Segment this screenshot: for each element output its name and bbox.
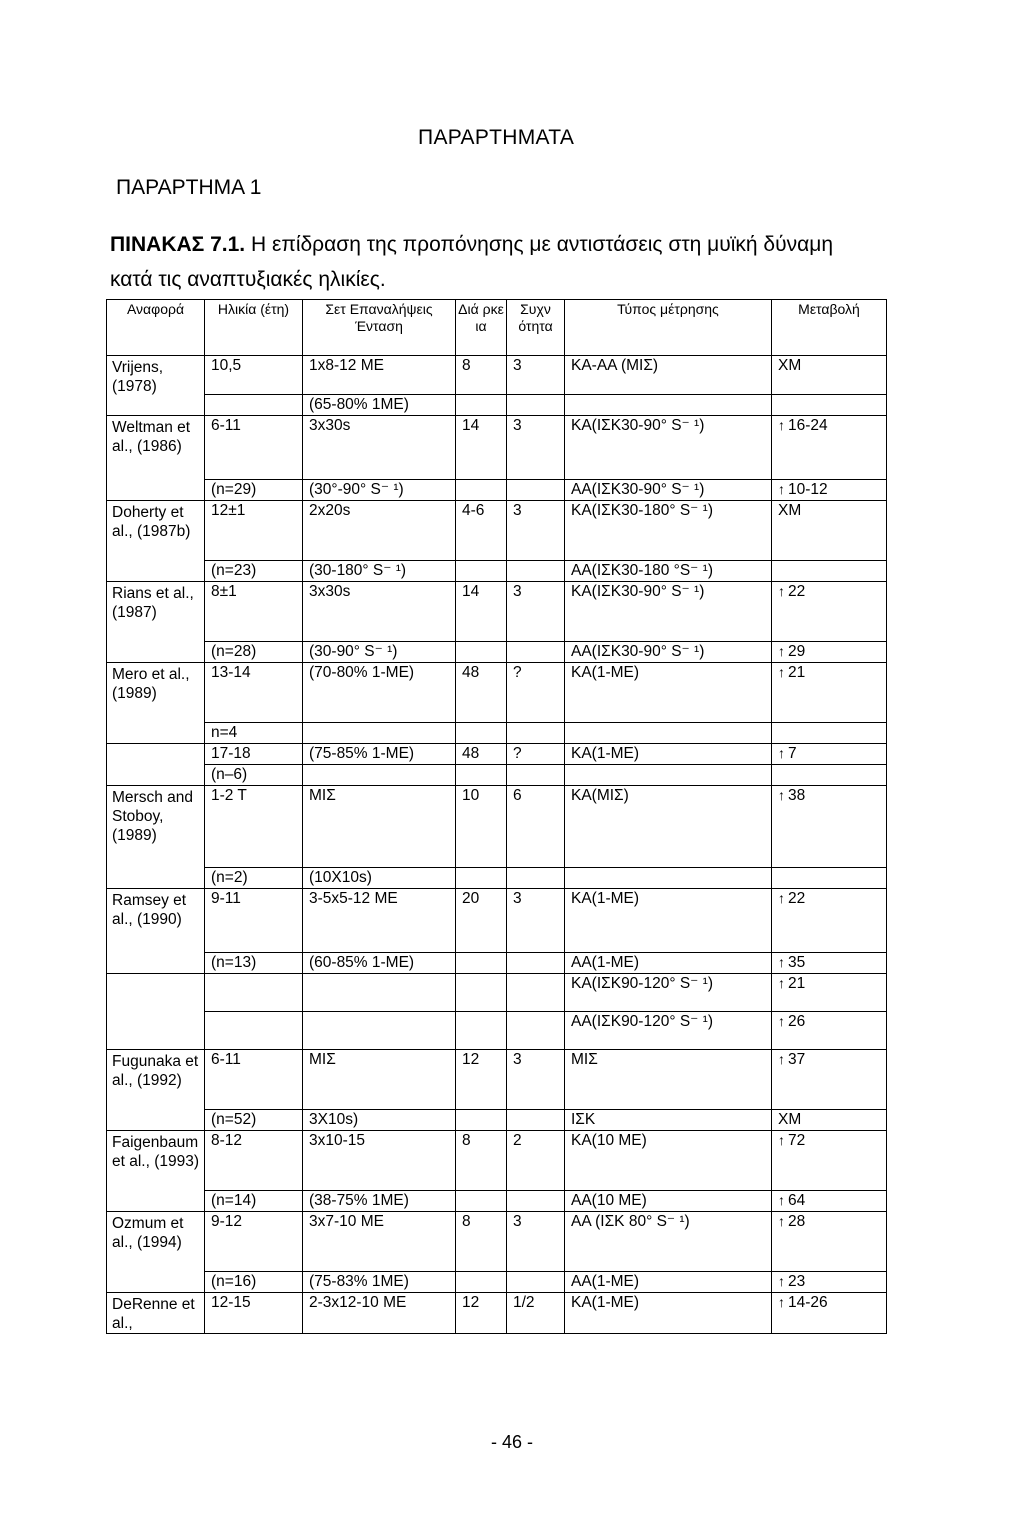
change-value: 37 <box>788 1051 806 1068</box>
arrow-up-icon: ↑ <box>778 1294 785 1310</box>
reference-cell: Ramsey et al., (1990) <box>107 889 205 974</box>
header-change: Μεταβολή <box>772 300 887 356</box>
duration-cell <box>456 480 507 501</box>
sets-cell: (75-85% 1-ΜΕ) <box>303 744 456 765</box>
duration-cell: 14 <box>456 582 507 642</box>
age-cell: 12-15 <box>205 1293 303 1334</box>
age-cell: 8-12 <box>205 1131 303 1191</box>
measure-type-cell: ΑΑ(ΙΣΚ30-180 °S⁻ ¹) <box>565 561 772 582</box>
sets-cell <box>303 974 456 1012</box>
arrow-up-icon: ↑ <box>778 1213 785 1229</box>
sets-cell <box>303 1012 456 1050</box>
change-cell <box>772 480 887 501</box>
table-row <box>107 1212 887 1272</box>
reference-cell: DeRenne et al., <box>107 1293 205 1334</box>
table-row <box>107 561 887 582</box>
sets-cell: (30°-90° S⁻ ¹) <box>303 480 456 501</box>
table-row <box>107 642 887 663</box>
duration-cell: 12 <box>456 1050 507 1110</box>
table-header-row <box>107 300 887 356</box>
table-row <box>107 582 887 642</box>
header-age: Ηλικία (έτη) <box>205 300 303 356</box>
table-row <box>107 953 887 974</box>
appendices-heading: ΠΑΡΑΡΤΗΜΑΤΑ <box>418 126 575 149</box>
table-row <box>107 1191 887 1212</box>
measure-type-cell: ΜΙΣ <box>565 1050 772 1110</box>
age-cell: 9-12 <box>205 1212 303 1272</box>
change-value: 16-24 <box>788 417 828 434</box>
change-cell <box>772 1293 887 1334</box>
measure-type-cell: ΑΑ(1-ΜΕ) <box>565 1272 772 1293</box>
table-row <box>107 889 887 953</box>
table-row <box>107 723 887 744</box>
change-cell <box>772 1272 887 1293</box>
measure-type-cell: ΑΑ(ΙΣΚ90-120° S⁻ ¹) <box>565 1012 772 1050</box>
measure-type-cell <box>565 395 772 416</box>
measure-type-cell: ΑΑ(ΙΣΚ30-90° S⁻ ¹) <box>565 642 772 663</box>
duration-cell: 4-6 <box>456 501 507 561</box>
arrow-up-icon: ↑ <box>778 954 785 970</box>
measure-type-cell: ΚΑ(1-ΜΕ) <box>565 744 772 765</box>
arrow-up-icon: ↑ <box>778 481 785 497</box>
change-cell <box>772 868 887 889</box>
frequency-cell: 1/2 <box>507 1293 565 1334</box>
measure-type-cell: ΚΑ(ΜΙΣ) <box>565 786 772 868</box>
table-row <box>107 395 887 416</box>
change-cell <box>772 582 887 642</box>
change-cell <box>772 1050 887 1110</box>
duration-cell: 48 <box>456 744 507 765</box>
arrow-up-icon: ↑ <box>778 664 785 680</box>
duration-cell <box>456 1012 507 1050</box>
frequency-cell: 2 <box>507 1131 565 1191</box>
reference-cell <box>107 744 205 786</box>
frequency-cell: 6 <box>507 786 565 868</box>
change-value: 21 <box>788 664 806 681</box>
change-value: 22 <box>788 890 806 907</box>
header-measure-type: Τύπος μέτρησης <box>565 300 772 356</box>
arrow-up-icon: ↑ <box>778 417 785 433</box>
arrow-up-icon: ↑ <box>778 1013 785 1029</box>
measure-type-cell: ΚΑ-ΑΑ (ΜΙΣ) <box>565 356 772 395</box>
age-cell: (n–6) <box>205 765 303 786</box>
results-table <box>106 299 887 1334</box>
duration-cell: 20 <box>456 889 507 953</box>
change-value: 26 <box>788 1013 806 1030</box>
sets-cell: (38-75% 1ΜΕ) <box>303 1191 456 1212</box>
sets-cell: 3x30s <box>303 416 456 480</box>
frequency-cell <box>507 642 565 663</box>
sets-cell <box>303 765 456 786</box>
age-cell <box>205 395 303 416</box>
reference-cell: Vrijens, (1978) <box>107 356 205 416</box>
age-cell: 12±1 <box>205 501 303 561</box>
age-cell: (n=52) <box>205 1110 303 1131</box>
arrow-up-icon: ↑ <box>778 1051 785 1067</box>
change-value: 38 <box>788 787 806 804</box>
change-value: 64 <box>788 1192 806 1209</box>
change-value: ΧΜ <box>778 502 802 519</box>
duration-cell <box>456 561 507 582</box>
sets-cell: ΜΙΣ <box>303 1050 456 1110</box>
arrow-up-icon: ↑ <box>778 643 785 659</box>
change-cell <box>772 974 887 1012</box>
arrow-up-icon: ↑ <box>778 975 785 991</box>
table-row <box>107 663 887 723</box>
header-duration: Διά ρκε ια <box>456 300 507 356</box>
frequency-cell <box>507 1012 565 1050</box>
duration-cell <box>456 1110 507 1131</box>
arrow-up-icon: ↑ <box>778 787 785 803</box>
table-row <box>107 1050 887 1110</box>
change-cell <box>772 395 887 416</box>
duration-cell <box>456 953 507 974</box>
frequency-cell <box>507 1272 565 1293</box>
change-value: 72 <box>788 1132 806 1149</box>
table-row <box>107 1272 887 1293</box>
frequency-cell <box>507 561 565 582</box>
frequency-cell <box>507 1191 565 1212</box>
age-cell: 8±1 <box>205 582 303 642</box>
age-cell: (n=16) <box>205 1272 303 1293</box>
age-cell: 10,5 <box>205 356 303 395</box>
duration-cell: 10 <box>456 786 507 868</box>
sets-cell: (30-90° S⁻ ¹) <box>303 642 456 663</box>
measure-type-cell <box>565 868 772 889</box>
age-cell: (n=29) <box>205 480 303 501</box>
sets-cell: 2-3x12-10 ΜΕ <box>303 1293 456 1334</box>
table-row <box>107 786 887 868</box>
table-row <box>107 501 887 561</box>
duration-cell <box>456 723 507 744</box>
sets-cell: 3x30s <box>303 582 456 642</box>
measure-type-cell: ΑΑ(1-ΜΕ) <box>565 953 772 974</box>
change-cell <box>772 723 887 744</box>
age-cell: (n=14) <box>205 1191 303 1212</box>
age-cell: 13-14 <box>205 663 303 723</box>
duration-cell: 8 <box>456 356 507 395</box>
table-row <box>107 1131 887 1191</box>
table-row <box>107 744 887 765</box>
change-cell <box>772 642 887 663</box>
frequency-cell: 3 <box>507 356 565 395</box>
sets-cell: 3-5x5-12 ΜΕ <box>303 889 456 953</box>
caption-text-1: Η επίδραση της προπόνησης με αντιστάσεις στη μυϊκή δύναμη <box>245 233 833 256</box>
page-number: - 46 - <box>490 1432 533 1452</box>
table-label: ΠΙΝΑΚΑΣ 7.1. <box>110 233 246 256</box>
appendix-title: ΠΑΡΑΡΤΗΜΑ 1 <box>116 176 262 199</box>
change-value: 23 <box>788 1273 806 1290</box>
table-row <box>107 1110 887 1131</box>
reference-cell: Rians et al., (1987) <box>107 582 205 663</box>
measure-type-cell: ΑΑ(ΙΣΚ30-90° S⁻ ¹) <box>565 480 772 501</box>
age-cell: (n=23) <box>205 561 303 582</box>
change-cell <box>772 744 887 765</box>
change-cell <box>772 1212 887 1272</box>
change-cell <box>772 889 887 953</box>
frequency-cell <box>507 765 565 786</box>
measure-type-cell: ΚΑ(1-ΜΕ) <box>565 663 772 723</box>
measure-type-cell: ΑΑ (ΙΣΚ 80° S⁻ ¹) <box>565 1212 772 1272</box>
header-frequency: Συχν ότητα <box>507 300 565 356</box>
reference-cell: Faigenbaum et al., (1993) <box>107 1131 205 1212</box>
table-row <box>107 974 887 1012</box>
sets-cell: 3x7-10 ΜΕ <box>303 1212 456 1272</box>
arrow-up-icon: ↑ <box>778 745 785 761</box>
change-cell <box>772 561 887 582</box>
change-value: ΧΜ <box>778 357 802 374</box>
duration-cell <box>456 765 507 786</box>
table-row <box>107 356 887 395</box>
sets-cell: 3X10s) <box>303 1110 456 1131</box>
duration-cell <box>456 974 507 1012</box>
frequency-cell: 3 <box>507 501 565 561</box>
change-value: 22 <box>788 583 806 600</box>
frequency-cell <box>507 395 565 416</box>
measure-type-cell <box>565 723 772 744</box>
sets-cell: (75-83% 1ΜΕ) <box>303 1272 456 1293</box>
change-value: 28 <box>788 1213 806 1230</box>
arrow-up-icon: ↑ <box>778 1192 785 1208</box>
change-cell <box>772 765 887 786</box>
change-cell <box>772 953 887 974</box>
change-cell <box>772 1012 887 1050</box>
change-cell <box>772 501 887 561</box>
table-row <box>107 1293 887 1334</box>
measure-type-cell: ΙΣΚ <box>565 1110 772 1131</box>
frequency-cell <box>507 723 565 744</box>
sets-cell: (70-80% 1-ΜΕ) <box>303 663 456 723</box>
measure-type-cell: ΚΑ(ΙΣΚ30-180° S⁻ ¹) <box>565 501 772 561</box>
change-value: 35 <box>788 954 806 971</box>
age-cell: (n=13) <box>205 953 303 974</box>
frequency-cell <box>507 953 565 974</box>
age-cell: 6-11 <box>205 416 303 480</box>
frequency-cell: 3 <box>507 1050 565 1110</box>
sets-cell: 3x10-15 <box>303 1131 456 1191</box>
age-cell: 1-2 Τ <box>205 786 303 868</box>
frequency-cell <box>507 974 565 1012</box>
frequency-cell: ? <box>507 663 565 723</box>
age-cell: 6-11 <box>205 1050 303 1110</box>
frequency-cell <box>507 868 565 889</box>
sets-cell: 1x8-12 ΜΕ <box>303 356 456 395</box>
table-caption <box>110 227 930 297</box>
frequency-cell: 3 <box>507 889 565 953</box>
measure-type-cell: ΚΑ(1-ΜΕ) <box>565 1293 772 1334</box>
table-row <box>107 416 887 480</box>
measure-type-cell: ΚΑ(10 ΜΕ) <box>565 1131 772 1191</box>
reference-cell: Mersch and Stoboy, (1989) <box>107 786 205 889</box>
change-cell <box>772 786 887 868</box>
caption-text-2: κατά τις αναπτυξιακές ηλικίες. <box>110 268 386 291</box>
frequency-cell: ? <box>507 744 565 765</box>
sets-cell: 2x20s <box>303 501 456 561</box>
reference-cell: Fugunaka et al., (1992) <box>107 1050 205 1131</box>
duration-cell <box>456 1272 507 1293</box>
change-value: 7 <box>788 745 797 762</box>
age-cell: (n=2) <box>205 868 303 889</box>
measure-type-cell: ΚΑ(ΙΣΚ90-120° S⁻ ¹) <box>565 974 772 1012</box>
duration-cell: 12 <box>456 1293 507 1334</box>
measure-type-cell: ΑΑ(10 ΜΕ) <box>565 1191 772 1212</box>
change-value: 29 <box>788 643 806 660</box>
measure-type-cell: ΚΑ(ΙΣΚ30-90° S⁻ ¹) <box>565 582 772 642</box>
header-sets: Σετ Επαναλήψεις Ένταση <box>303 300 456 356</box>
frequency-cell <box>507 1110 565 1131</box>
table-row <box>107 868 887 889</box>
sets-cell: (30-180° S⁻ ¹) <box>303 561 456 582</box>
age-cell <box>205 1012 303 1050</box>
measure-type-cell <box>565 765 772 786</box>
age-cell: 17-18 <box>205 744 303 765</box>
change-cell <box>772 1131 887 1191</box>
reference-cell: Mero et al., (1989) <box>107 663 205 744</box>
header-reference: Αναφορά <box>107 300 205 356</box>
change-value: 21 <box>788 975 806 992</box>
duration-cell: 48 <box>456 663 507 723</box>
duration-cell <box>456 1191 507 1212</box>
duration-cell: 8 <box>456 1131 507 1191</box>
frequency-cell <box>507 480 565 501</box>
arrow-up-icon: ↑ <box>778 1132 785 1148</box>
table-row <box>107 765 887 786</box>
age-cell: n=4 <box>205 723 303 744</box>
duration-cell <box>456 642 507 663</box>
frequency-cell: 3 <box>507 582 565 642</box>
age-cell: 9-11 <box>205 889 303 953</box>
sets-cell: (65-80% 1ΜΕ) <box>303 395 456 416</box>
measure-type-cell: ΚΑ(1-ΜΕ) <box>565 889 772 953</box>
reference-cell: Ozmum et al., (1994) <box>107 1212 205 1293</box>
frequency-cell: 3 <box>507 1212 565 1272</box>
arrow-up-icon: ↑ <box>778 1273 785 1289</box>
change-value: ΧΜ <box>778 1111 802 1128</box>
duration-cell: 8 <box>456 1212 507 1272</box>
sets-cell: ΜΙΣ <box>303 786 456 868</box>
duration-cell <box>456 395 507 416</box>
age-cell: (n=28) <box>205 642 303 663</box>
sets-cell: (10X10s) <box>303 868 456 889</box>
change-value: 14-26 <box>788 1294 828 1311</box>
duration-cell: 14 <box>456 416 507 480</box>
arrow-up-icon: ↑ <box>778 890 785 906</box>
change-cell <box>772 356 887 395</box>
change-value: 10-12 <box>788 481 828 498</box>
sets-cell: (60-85% 1-ΜΕ) <box>303 953 456 974</box>
change-cell <box>772 416 887 480</box>
change-cell <box>772 1110 887 1131</box>
age-cell <box>205 974 303 1012</box>
measure-type-cell: ΚΑ(ΙΣΚ30-90° S⁻ ¹) <box>565 416 772 480</box>
sets-cell <box>303 723 456 744</box>
duration-cell <box>456 868 507 889</box>
frequency-cell: 3 <box>507 416 565 480</box>
reference-cell: Weltman et al., (1986) <box>107 416 205 501</box>
reference-cell: Doherty et al., (1987b) <box>107 501 205 582</box>
change-cell <box>772 663 887 723</box>
reference-cell <box>107 974 205 1050</box>
change-cell <box>772 1191 887 1212</box>
table-row <box>107 1012 887 1050</box>
arrow-up-icon: ↑ <box>778 583 785 599</box>
table-row <box>107 480 887 501</box>
